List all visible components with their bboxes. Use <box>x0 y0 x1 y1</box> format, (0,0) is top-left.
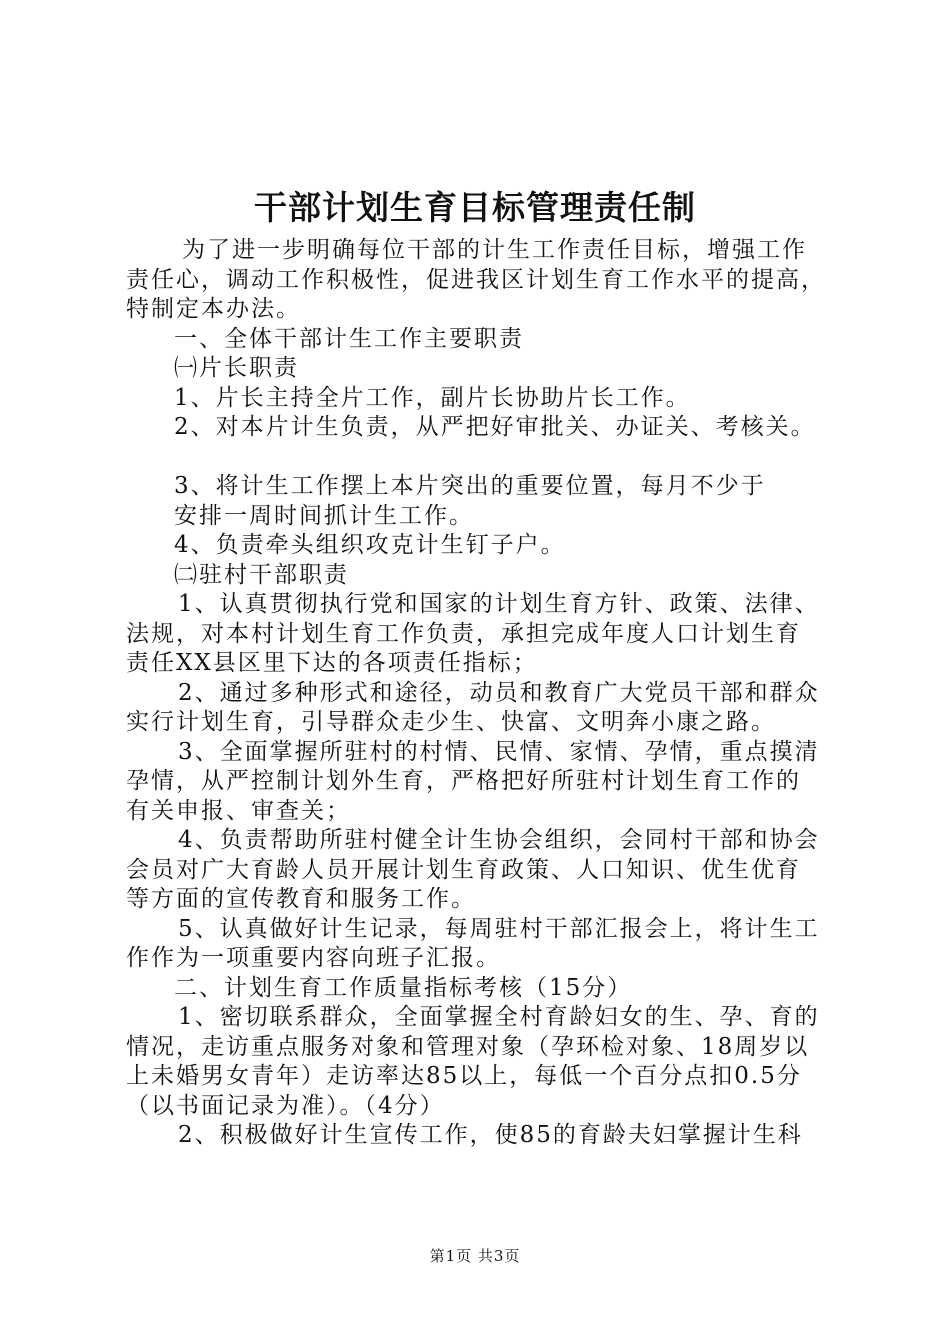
paragraph-line: 2、通过多种形式和途径，动员和教育广大党员干部和群众 <box>178 679 820 706</box>
page-footer: 第1页 共3页 <box>429 1247 521 1265</box>
paragraph-line: （以书面记录为准）。（4分） <box>126 1092 445 1119</box>
subsection-heading: ㈠片长职责 <box>174 355 299 381</box>
paragraph-line: 1、片长主持全片工作，副片长协助片长工作。 <box>174 384 691 411</box>
paragraph-line: 为了进一步明确每位干部的计生工作责任目标，增强工作 <box>182 237 807 263</box>
paragraph-line: 2、积极做好计生宣传工作，使85的育龄夫妇掌握计生科 <box>178 1122 803 1148</box>
section-heading: 一、全体干部计生工作主要职责 <box>174 325 524 352</box>
paragraph-line: 3、全面掌握所驻村的村情、民情、家情、孕情，重点摸清 <box>178 738 820 765</box>
paragraph-line: 孕情，从严控制计划外生育，严格把好所驻村计划生育工作的 <box>126 768 801 794</box>
paragraph-line: 责任XX县区里下达的各项责任指标； <box>126 650 538 676</box>
document-title: 干部计划生育目标管理责任制 <box>254 188 696 227</box>
paragraph-line: 特制定本办法。 <box>126 296 301 322</box>
paragraph-line: 安排一周时间抓计生工作。 <box>174 502 474 529</box>
paragraph-line: 3、将计生工作摆上本片突出的重要位置，每月不少于 <box>174 473 766 499</box>
section-heading: 二、计划生育工作质量指标考核（15分） <box>174 974 633 1001</box>
paragraph-line: 2、对本片计生负责，从严把好审批关、办证关、考核关。 <box>174 414 816 440</box>
paragraph-line: 作作为一项重要内容向班子汇报。 <box>126 945 501 971</box>
paragraph-line: 5、认真做好计生记录，每周驻村干部汇报会上，将计生工 <box>178 915 820 942</box>
paragraph-line: 法规，对本村计划生育工作负责，承担完成年度人口计划生育 <box>126 620 801 647</box>
paragraph-line: 责任心，调动工作积极性，促进我区计划生育工作水平的提高， <box>126 266 826 293</box>
paragraph-line: 4、负责牵头组织攻克计生钉子户。 <box>174 532 566 558</box>
paragraph-line: 会员对广大育龄人员开展计划生育政策、人口知识、优生优育 <box>126 856 801 883</box>
paragraph-line: 上未婚男女青年）走访率达85以上，每低一个百分点扣0.5分 <box>126 1063 802 1089</box>
subsection-heading: ㈡驻村干部职责 <box>174 561 349 588</box>
paragraph-line: 实行计划生育，引导群众走少生、快富、文明奔小康之路。 <box>126 709 776 735</box>
paragraph-line: 1、认真贯彻执行党和国家的计划生育方针、政策、法律、 <box>178 591 820 617</box>
blank-line <box>126 443 836 473</box>
paragraph-line: 1、密切联系群众，全面掌握全村育龄妇女的生、孕、育的 <box>178 1004 820 1030</box>
paragraph-line: 有关申报、审查关； <box>126 797 351 824</box>
paragraph-line: 4、负责帮助所驻村健全计生协会组织，会同村干部和协会 <box>178 827 820 853</box>
paragraph-line: 情况，走访重点服务对象和管理对象（孕环检对象、18周岁以 <box>126 1033 810 1060</box>
document-body <box>126 236 836 1151</box>
paragraph-line: 等方面的宣传教育和服务工作。 <box>126 886 476 912</box>
